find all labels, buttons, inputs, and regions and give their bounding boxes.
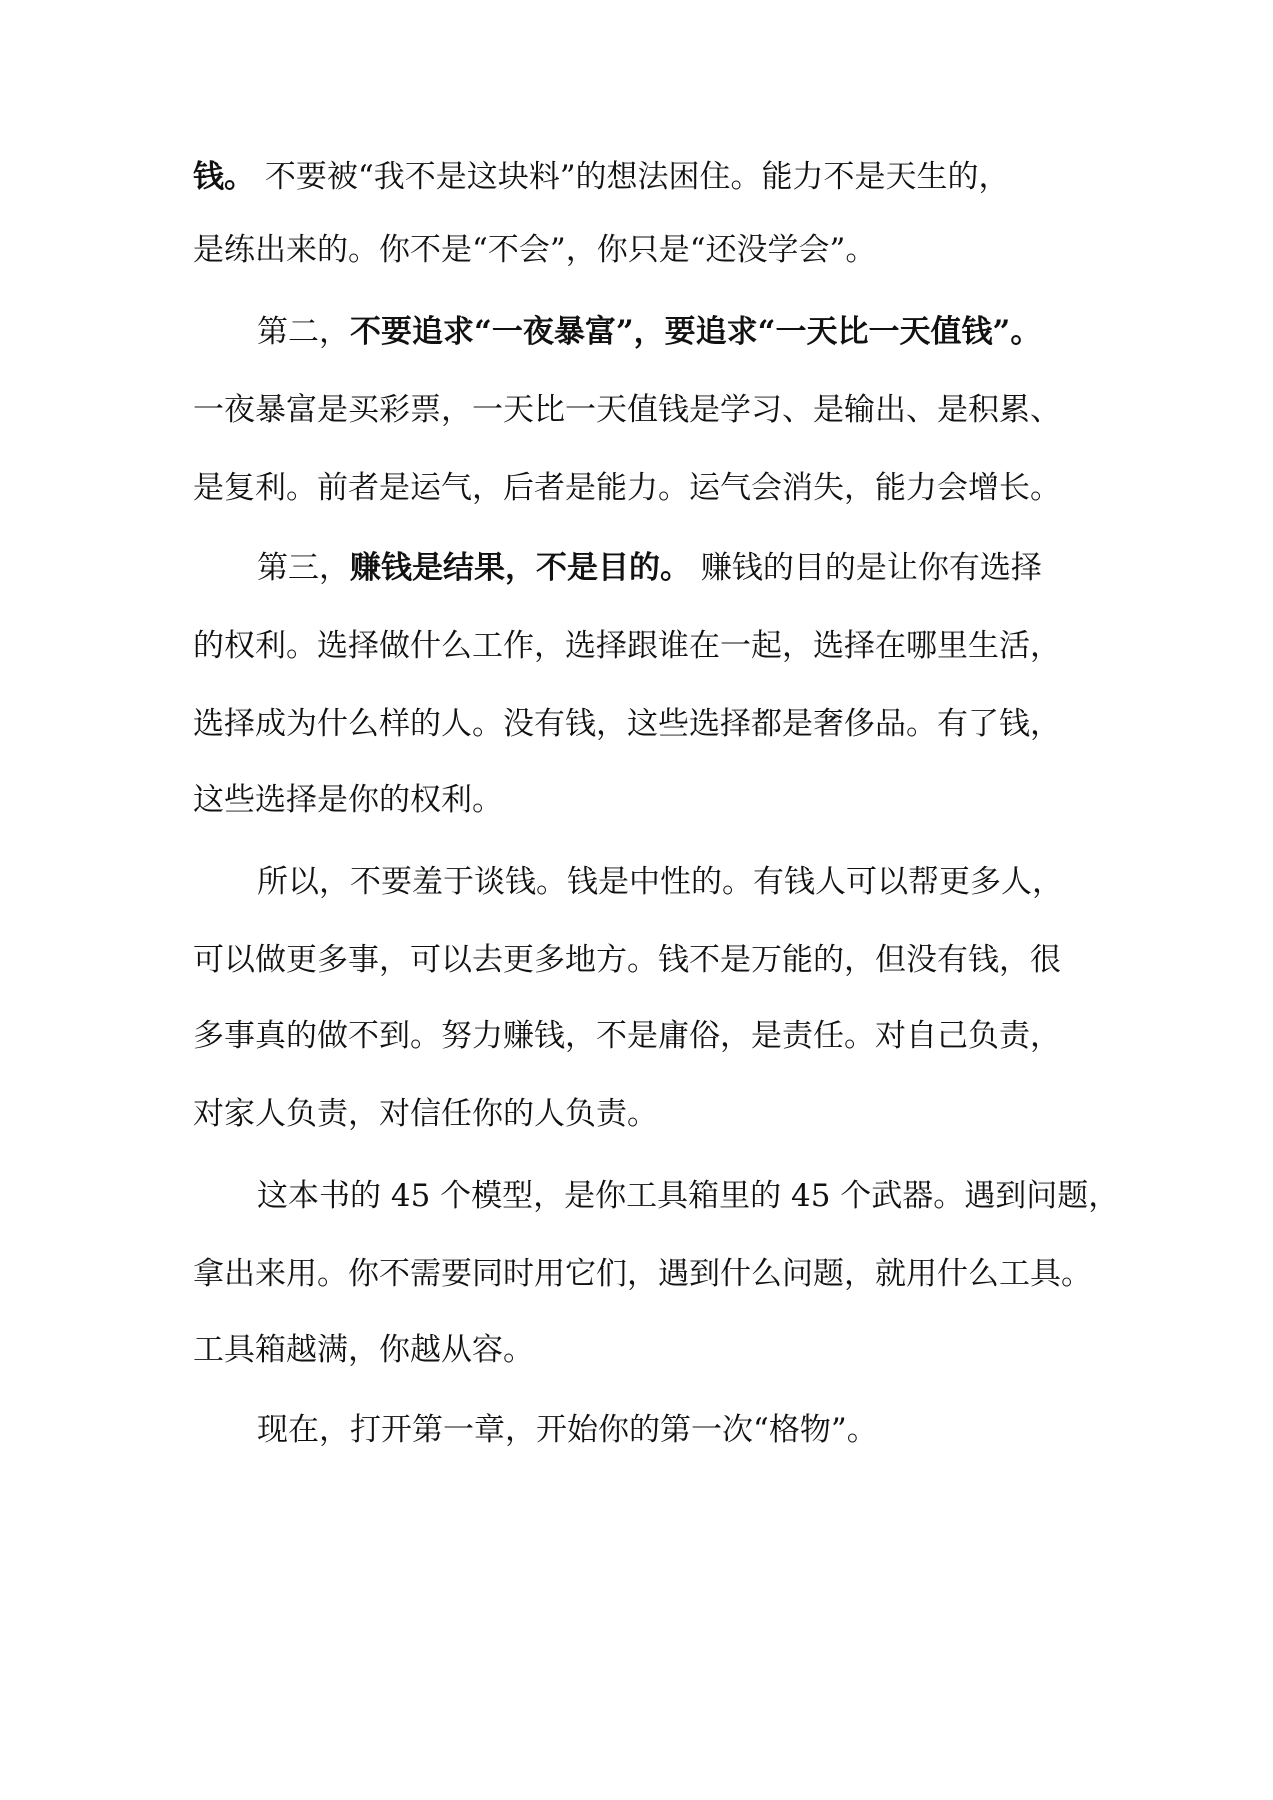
text-line (193, 230, 876, 270)
text-line (193, 626, 1061, 666)
text-line (257, 1176, 1119, 1216)
body-text-span: 第三， (257, 550, 350, 586)
body-text-span: 拿出来用。你不需要同时用它们，遇到什么问题，就用什么工具。 (193, 1256, 1092, 1292)
text-line (193, 1254, 1092, 1294)
text-line (193, 1016, 1061, 1056)
body-text-span: 赚钱的目的是让你有选择 (691, 550, 1042, 586)
body-text-span: 所以，不要羞于谈钱。钱是中性的。有钱人可以帮更多人， (257, 864, 1063, 900)
body-text-span: 工具箱越满，你越从容。 (193, 1332, 534, 1368)
text-line (257, 1410, 878, 1450)
body-text-span: 可以做更多事，可以去更多地方。钱不是万能的，但没有钱，很 (193, 942, 1061, 978)
text-line (257, 862, 1063, 902)
body-text-span: 这本书的 45 个模型，是你工具箱里的 45 个武器。遇到问题， (257, 1178, 1120, 1214)
text-line (193, 704, 1061, 744)
text-line (193, 390, 1061, 430)
body-text-span: 第二， (257, 314, 350, 350)
body-text-span: 的权利。选择做什么工作，选择跟谁在一起，选择在哪里生活， (193, 628, 1061, 664)
text-line (193, 468, 1061, 508)
text-line (193, 780, 503, 820)
text-line (193, 1330, 534, 1370)
body-text-span: 一夜暴富是买彩票，一天比一天值钱是学习、是输出、是积累、 (193, 392, 1061, 428)
text-line (193, 940, 1061, 980)
bold-text: 赚钱是结果，不是目的。 (350, 550, 691, 586)
body-text-span: 选择成为什么样的人。没有钱，这些选择都是奢侈品。有了钱， (193, 706, 1061, 742)
text-line (257, 312, 1041, 352)
bold-text: 不要追求“一夜暴富”，要追求“一天比一天值钱”。 (350, 314, 1042, 350)
bold-text: 钱。 (193, 159, 255, 195)
body-text-span: 多事真的做不到。努力赚钱，不是庸俗，是责任。对自己负责， (193, 1018, 1061, 1054)
text-line (193, 1094, 658, 1134)
body-text-span: 现在，打开第一章，开始你的第一次“格物”。 (257, 1412, 878, 1448)
body-text-span: 是练出来的。你不是“不会”，你只是“还没学会”。 (193, 232, 877, 268)
text-line (193, 157, 1010, 197)
body-text-span: 是复利。前者是运气，后者是能力。运气会消失，能力会增长。 (193, 470, 1061, 506)
body-text-span: 不要被“我不是这块料”的想法困住。能力不是天生的， (255, 159, 1010, 195)
body-text-span: 对家人负责，对信任你的人负责。 (193, 1096, 658, 1132)
text-line (257, 548, 1042, 588)
body-text-span: 这些选择是你的权利。 (193, 782, 503, 818)
